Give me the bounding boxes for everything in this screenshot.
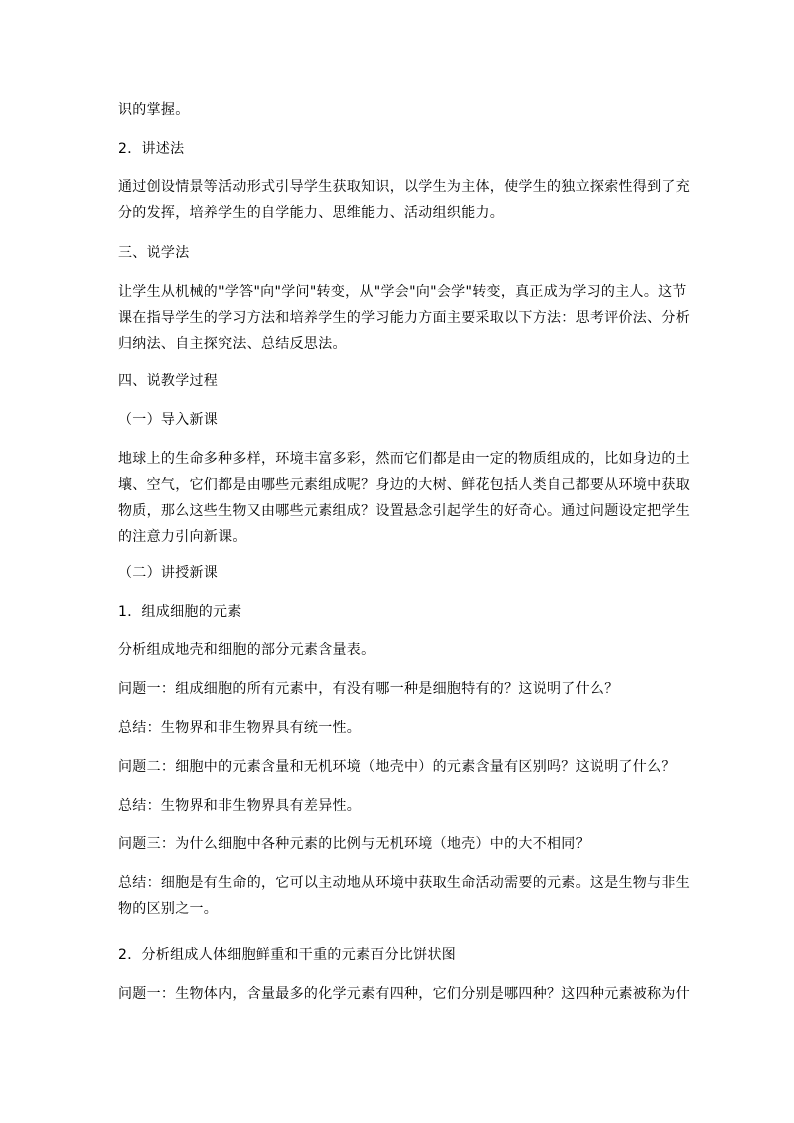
text-line: 总结：细胞是有生命的，它可以主动地从环境中获取生命活动需要的元素。这是生物与非生 (118, 875, 690, 891)
text-line: 让学生从机械的"学答"向"学问"转变，从"学会"向"会学"转变，真正成为学习的主人。这节 (118, 284, 687, 300)
question-two (118, 754, 682, 780)
heading-learning-method (118, 240, 682, 266)
text-line: 1．组成细胞的元素 (118, 604, 242, 620)
text-line: 总结：生物界和非生物界具有差异性。 (118, 798, 362, 814)
text-line: 问题一：生物体内，含量最多的化学元素有四种，它们分别是哪四种？这四种元素被称为什 (118, 986, 690, 1002)
paragraph-analysis (118, 637, 682, 663)
text-line: （二）讲授新课 (118, 565, 219, 581)
summary-two (118, 793, 682, 819)
heading-introduction (118, 407, 682, 433)
heading-new-lesson (118, 560, 682, 586)
text-line: 通过创设情景等活动形式引导学生获取知识，以学生为主体，使学生的独立探索性得到了充 (118, 179, 690, 195)
text-line: 2．讲述法 (118, 141, 185, 157)
summary-one (118, 715, 682, 741)
text-line: （一）导入新课 (118, 412, 219, 428)
paragraph-learning-method (118, 279, 690, 357)
text-line: 物的区别之一。 (118, 901, 219, 917)
heading-pie-chart-analysis (118, 942, 682, 968)
text-line: 三、说学法 (118, 245, 190, 261)
question-three (118, 831, 682, 857)
text-line: 地球上的生命多种多样，环境丰富多彩，然而它们都是由一定的物质组成的，比如身边的土 (118, 451, 690, 467)
text-line: 分析组成地壳和细胞的部分元素含量表。 (118, 642, 376, 658)
text-line: 分的发挥，培养学生的自学能力、思维能力、活动组织能力。 (118, 205, 505, 221)
paragraph-lecture-method (118, 174, 690, 226)
heading-method-2 (118, 136, 682, 162)
text-line: 识的掌握。 (118, 102, 190, 118)
text-line: 问题二：细胞中的元素含量和无机环境（地壳中）的元素含量有区别吗？这说明了什么？ (118, 759, 676, 775)
text-line: 问题一：组成细胞的所有元素中，有没有哪一种是细胞特有的？这说明了什么？ (118, 681, 619, 697)
heading-teaching-process (118, 368, 682, 394)
paragraph-introduction (118, 446, 690, 550)
summary-three (118, 870, 690, 922)
text-line: 四、说教学过程 (118, 373, 219, 389)
text-line: 的注意力引向新课。 (118, 529, 247, 545)
text-line: 归纳法、自主探究法、总结反思法。 (118, 336, 347, 352)
text-line: 物质，那么这些生物又由哪些元素组成？设置悬念引起学生的好奇心。通过问题设定把学生 (118, 503, 690, 519)
question-four-elements (118, 981, 690, 1007)
heading-cell-elements (118, 599, 682, 625)
text-line: 2．分析组成人体细胞鲜重和干重的元素百分比饼状图 (118, 947, 457, 963)
text-line: 壤、空气，它们都是由哪些元素组成呢？身边的大树、鲜花包括人类自己都要从环境中获取 (118, 477, 690, 493)
paragraph-continuation (118, 97, 682, 123)
text-line: 总结：生物界和非生物界具有统一性。 (118, 720, 362, 736)
text-line: 课在指导学生的学习方法和培养学生的学习能力方面主要采取以下方法：思考评价法、分析 (118, 310, 690, 326)
question-one (118, 676, 682, 702)
text-line: 问题三：为什么细胞中各种元素的比例与无机环境（地壳）中的大不相同？ (118, 836, 590, 852)
